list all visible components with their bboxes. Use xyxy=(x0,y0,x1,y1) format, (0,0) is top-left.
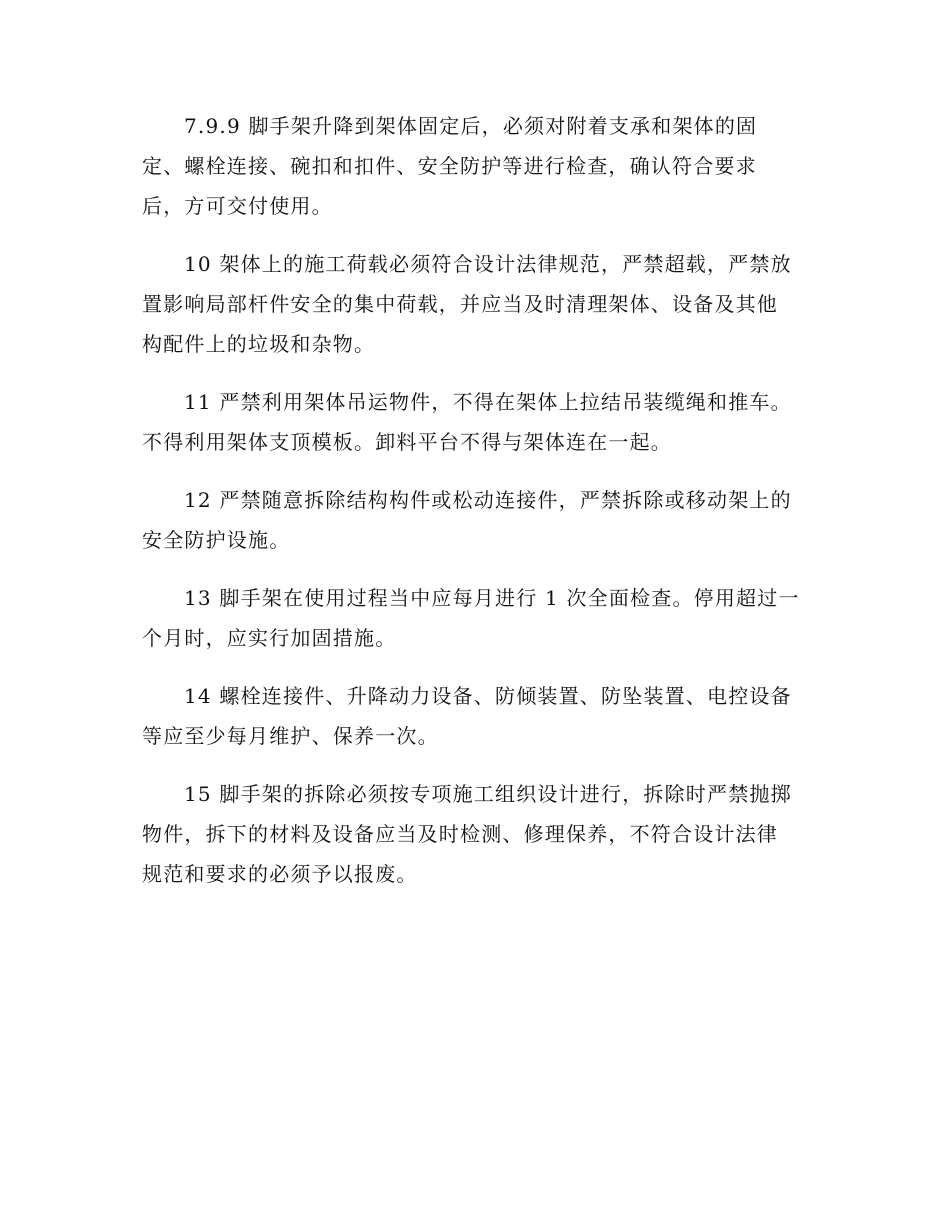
document-body xyxy=(142,106,810,912)
paragraph-line: 置影响局部杆件安全的集中荷载，并应当及时清理架体、设备及其他 xyxy=(142,292,778,316)
paragraph-line: 定、螺栓连接、碗扣和扣件、安全防护等进行检查，确认符合要求 xyxy=(142,154,757,178)
paragraph-line: 不得利用架体支顶模板。卸料平台不得与架体连在一起。 xyxy=(142,430,672,454)
paragraph-line: 安全防护设施。 xyxy=(142,528,291,552)
paragraph-line: 后，方可交付使用。 xyxy=(142,194,333,218)
paragraph-7-9-9 xyxy=(142,106,810,226)
paragraph-11 xyxy=(142,382,810,462)
paragraph-line: 15 脚手架的拆除必须按专项施工组织设计进行，拆除时严禁抛掷 xyxy=(184,782,792,806)
paragraph-15 xyxy=(142,774,810,894)
paragraph-12 xyxy=(142,480,810,560)
paragraph-line: 构配件上的垃圾和杂物。 xyxy=(142,332,376,356)
paragraph-10 xyxy=(142,244,810,364)
paragraph-13 xyxy=(142,578,810,658)
paragraph-line: 物件，拆下的材料及设备应当及时检测、修理保养，不符合设计法律 xyxy=(142,822,778,846)
paragraph-line: 等应至少每月维护、保养一次。 xyxy=(142,724,439,748)
paragraph-line: 14 螺栓连接件、升降动力设备、防倾装置、防坠装置、电控设备 xyxy=(184,684,792,708)
paragraph-line: 规范和要求的必须予以报废。 xyxy=(142,862,418,886)
paragraph-line: 10 架体上的施工荷载必须符合设计法律规范，严禁超载，严禁放 xyxy=(184,252,792,276)
paragraph-line: 7.9.9 脚手架升降到架体固定后，必须对附着支承和架体的固 xyxy=(184,114,758,138)
paragraph-14 xyxy=(142,676,810,756)
paragraph-line: 个月时，应实行加固措施。 xyxy=(142,626,397,650)
paragraph-line: 13 脚手架在使用过程当中应每月进行 1 次全面检查。停用超过一 xyxy=(184,586,800,610)
paragraph-line: 11 严禁利用架体吊运物件，不得在架体上拉结吊装缆绳和推车。 xyxy=(184,390,792,414)
paragraph-line: 12 严禁随意拆除结构构件或松动连接件，严禁拆除或移动架上的 xyxy=(184,488,792,512)
